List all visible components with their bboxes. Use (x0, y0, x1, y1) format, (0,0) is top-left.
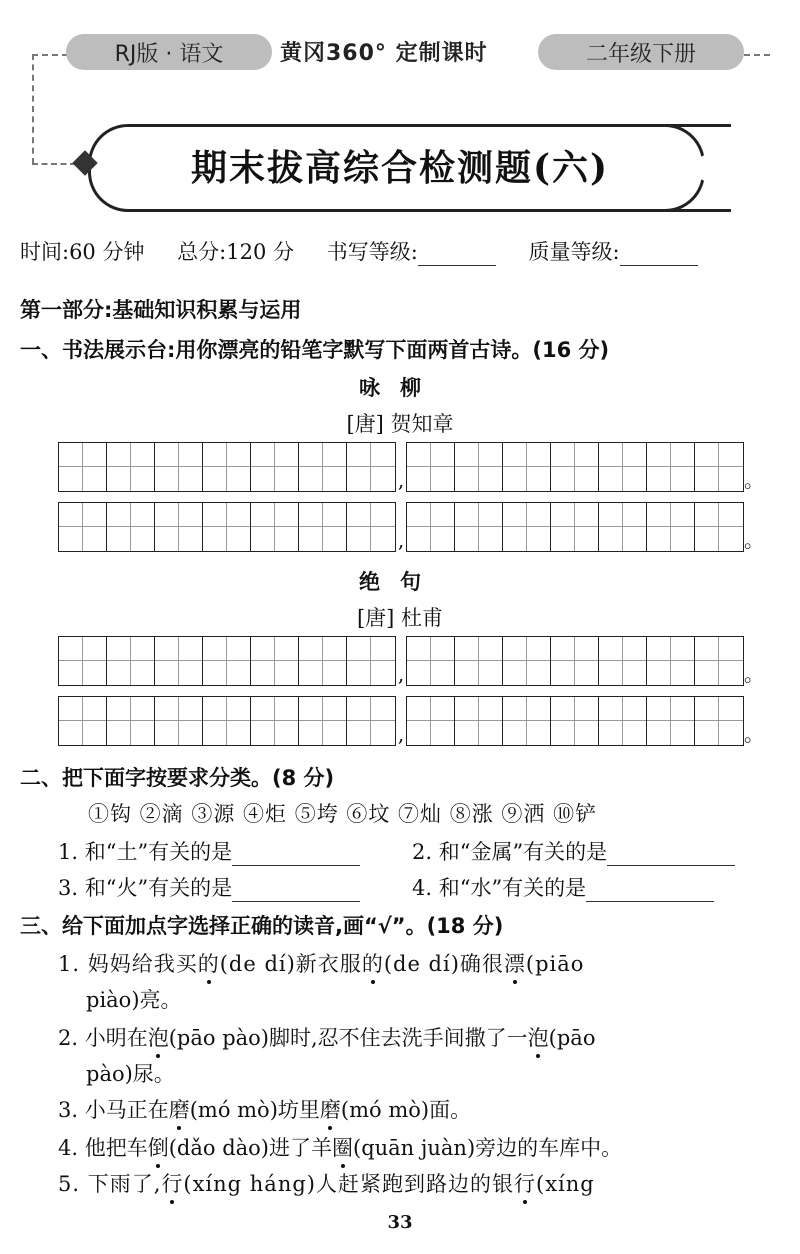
subject-pill: RJ版 · 语文 (66, 34, 272, 70)
comma-mark: , (397, 468, 405, 492)
pronunciation-q1: 1. 妈妈给我买的(de dí)新衣服的(de dí)确很漂(piāo (58, 948, 584, 978)
grid-box (406, 696, 744, 746)
grid-cell[interactable] (59, 443, 107, 491)
grid-box (58, 442, 396, 492)
grid-cell[interactable] (455, 697, 503, 745)
writing-grade-label: 书写等级: (326, 240, 418, 264)
section-one-heading: 一、书法展示台:用你漂亮的铅笔字默写下面两首古诗。(16 分) (20, 338, 610, 362)
grid-cell[interactable] (551, 697, 599, 745)
grid-cell[interactable] (203, 503, 251, 551)
poem2-title: 绝句 (359, 570, 441, 594)
poem1-author: [唐] 贺知章 (346, 412, 454, 436)
grid-box (58, 696, 396, 746)
grid-cell[interactable] (107, 503, 155, 551)
grid-cell[interactable] (299, 443, 347, 491)
grid-cell[interactable] (251, 697, 299, 745)
page-number: 33 (387, 1212, 413, 1233)
grid-cell[interactable] (551, 503, 599, 551)
pronunciation-q5: 5. 下雨了,行(xíng háng)人赶紧跑到路边的银行(xíng (58, 1168, 595, 1198)
grid-cell[interactable] (347, 637, 395, 685)
grid-cell[interactable] (407, 697, 455, 745)
grid-cell[interactable] (455, 503, 503, 551)
grid-cell[interactable] (695, 637, 743, 685)
grid-cell[interactable] (503, 503, 551, 551)
classify-q3: 3. 和“火”有关的是 (58, 872, 360, 902)
grid-cell[interactable] (203, 443, 251, 491)
quality-grade-label: 质量等级: (528, 240, 620, 264)
grid-cell[interactable] (407, 503, 455, 551)
poem1-title: 咏柳 (359, 376, 441, 400)
grid-cell[interactable] (347, 697, 395, 745)
period-mark: 。 (744, 468, 764, 492)
grid-box (406, 502, 744, 552)
period-mark: 。 (744, 662, 764, 686)
pronunciation-q2: 2. 小明在泡(pāo pào)脚时,忍不住去洗手间撒了一泡(pāo (58, 1022, 595, 1052)
grid-cell[interactable] (251, 443, 299, 491)
grid-cell[interactable] (155, 637, 203, 685)
grid-cell[interactable] (251, 503, 299, 551)
grid-cell[interactable] (407, 637, 455, 685)
grade-pill: 二年级下册 (538, 34, 744, 70)
grid-cell[interactable] (155, 503, 203, 551)
grid-cell[interactable] (455, 443, 503, 491)
grid-cell[interactable] (59, 503, 107, 551)
grid-cell[interactable] (551, 637, 599, 685)
classify-q2: 2. 和“金属”有关的是 (412, 836, 735, 866)
grid-cell[interactable] (503, 697, 551, 745)
header-connector-right (744, 54, 770, 56)
grid-cell[interactable] (107, 443, 155, 491)
grid-cell[interactable] (647, 697, 695, 745)
grid-cell[interactable] (695, 503, 743, 551)
grid-cell[interactable] (455, 637, 503, 685)
grid-cell[interactable] (347, 503, 395, 551)
classify-q4: 4. 和“水”有关的是 (412, 872, 714, 902)
brand-label: 黄冈360° 定制课时 (280, 41, 488, 66)
writing-grid-row[interactable] (58, 698, 764, 746)
pronunciation-q2-cont: pào)尿。 (86, 1062, 175, 1086)
header-connector-top (32, 54, 68, 56)
grid-box (406, 636, 744, 686)
pronunciation-q3: 3. 小马正在磨(mó mò)坊里磨(mó mò)面。 (58, 1094, 471, 1124)
grid-box (58, 636, 396, 686)
grid-cell[interactable] (203, 697, 251, 745)
grid-cell[interactable] (647, 503, 695, 551)
writing-grid-row[interactable] (58, 638, 764, 686)
pronunciation-q1-cont: piào)亮。 (86, 988, 182, 1012)
grid-cell[interactable] (299, 637, 347, 685)
answer-blank[interactable] (232, 847, 360, 866)
pronunciation-q4: 4. 他把车倒(dǎo dào)进了羊圈(quān juàn)旁边的车库中。 (58, 1132, 622, 1162)
character-list: ①钩 ②滴 ③源 ④炬 ⑤垮 ⑥坟 ⑦灿 ⑧涨 ⑨洒 ⑩铲 (88, 802, 598, 826)
grid-cell[interactable] (155, 697, 203, 745)
comma-mark: , (397, 722, 405, 746)
period-mark: 。 (744, 528, 764, 552)
grid-cell[interactable] (107, 637, 155, 685)
grid-box (58, 502, 396, 552)
comma-mark: , (397, 662, 405, 686)
grid-cell[interactable] (503, 443, 551, 491)
grid-cell[interactable] (647, 443, 695, 491)
grid-cell[interactable] (107, 697, 155, 745)
writing-grid-row[interactable] (58, 444, 764, 492)
grid-cell[interactable] (503, 637, 551, 685)
page-title: 期末拔高综合检测题(六) (190, 147, 610, 189)
grid-cell[interactable] (155, 443, 203, 491)
grid-cell[interactable] (59, 697, 107, 745)
grid-cell[interactable] (299, 697, 347, 745)
grid-cell[interactable] (599, 503, 647, 551)
grid-cell[interactable] (251, 637, 299, 685)
quality-grade-blank[interactable] (620, 247, 698, 266)
grid-cell[interactable] (695, 443, 743, 491)
answer-blank[interactable] (607, 847, 735, 866)
section-three-heading: 三、给下面加点字选择正确的读音,画“√”。(18 分) (20, 914, 504, 938)
grid-cell[interactable] (599, 697, 647, 745)
exam-info (20, 236, 724, 266)
poem2-author: [唐] 杜甫 (356, 606, 444, 630)
comma-mark: , (397, 528, 405, 552)
grid-cell[interactable] (647, 637, 695, 685)
grid-cell[interactable] (59, 637, 107, 685)
writing-grid-row[interactable] (58, 504, 764, 552)
writing-grade-blank[interactable] (418, 247, 496, 266)
grid-cell[interactable] (599, 637, 647, 685)
answer-blank[interactable] (232, 883, 360, 902)
grid-cell[interactable] (407, 443, 455, 491)
time-limit: 时间:60 分钟 (20, 240, 145, 264)
grid-cell[interactable] (599, 443, 647, 491)
grid-cell[interactable] (203, 637, 251, 685)
grid-cell[interactable] (347, 443, 395, 491)
grid-cell[interactable] (695, 697, 743, 745)
grid-box (406, 442, 744, 492)
total-score: 总分:120 分 (177, 240, 295, 264)
grid-cell[interactable] (299, 503, 347, 551)
part-one-heading: 第一部分:基础知识积累与运用 (20, 298, 302, 322)
classify-q1: 1. 和“土”有关的是 (58, 836, 360, 866)
period-mark: 。 (744, 722, 764, 746)
answer-blank[interactable] (586, 883, 714, 902)
section-two-heading: 二、把下面字按要求分类。(8 分) (20, 766, 335, 790)
grid-cell[interactable] (551, 443, 599, 491)
